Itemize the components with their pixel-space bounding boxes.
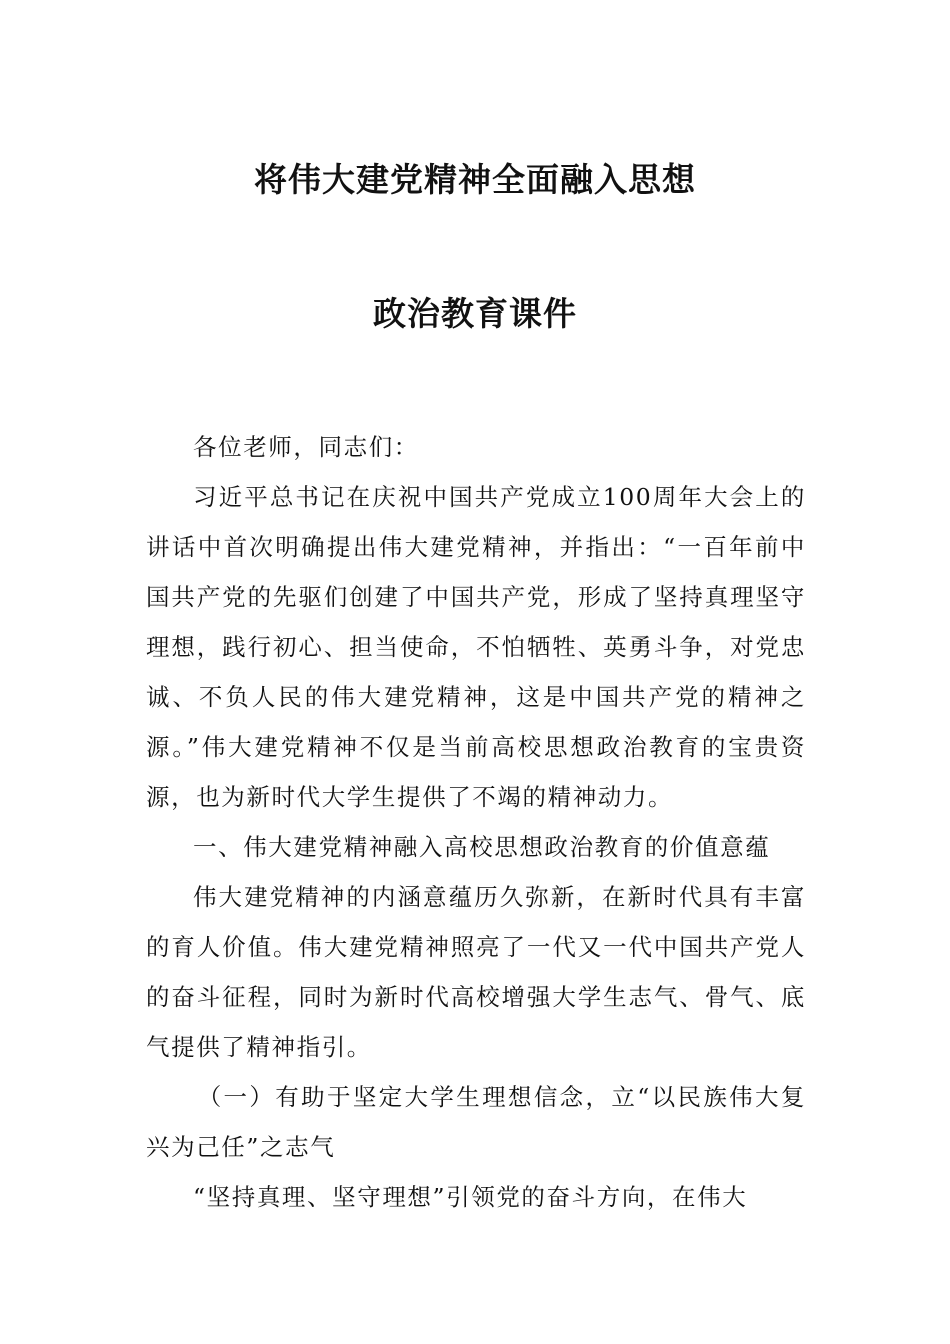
salutation-paragraph: 各位老师，同志们：	[193, 433, 419, 461]
section-heading-1: 一、伟大建党精神融入高校思想政治教育的价值意蕴	[193, 833, 771, 861]
subsection-1-paragraph: “坚持真理、坚守理想”引领党的奋斗方向，在伟大	[193, 1183, 748, 1211]
section-1-paragraph: 伟大建党精神的内涵意蕴历久弥新，在新时代具有丰富的育人价值。伟大建党精神照亮了一代又一代中国共产党人的奋斗征程，同时为新时代高校增强大学生志气、骨气、底气提供了精神指引。	[146, 883, 806, 1061]
intro-paragraph: 习近平总书记在庆祝中国共产党成立100周年大会上的讲话中首次明确提出伟大建党精神，并指出：“一百年前中国共产党的先驱们创建了中国共产党，形成了坚持真理坚守理想，践行初心、担当使命，不怕牺牲、英勇斗争，对党忠诚、不负人民的伟大建党精神，这是中国共产党的精神之源。”伟大建党精神不仅是当前高校思想政治教育的宝贵资源，也为新时代大学生提供了不竭的精神动力。	[146, 483, 806, 811]
document-title-line-1: 将伟大建党精神全面融入思想	[254, 160, 696, 199]
document-body	[146, 422, 806, 1222]
document-title-line-2: 政治教育课件	[373, 294, 577, 333]
subsection-heading-1: （一）有助于坚定大学生理想信念，立“以民族伟大复兴为己任”之志气	[146, 1083, 806, 1161]
